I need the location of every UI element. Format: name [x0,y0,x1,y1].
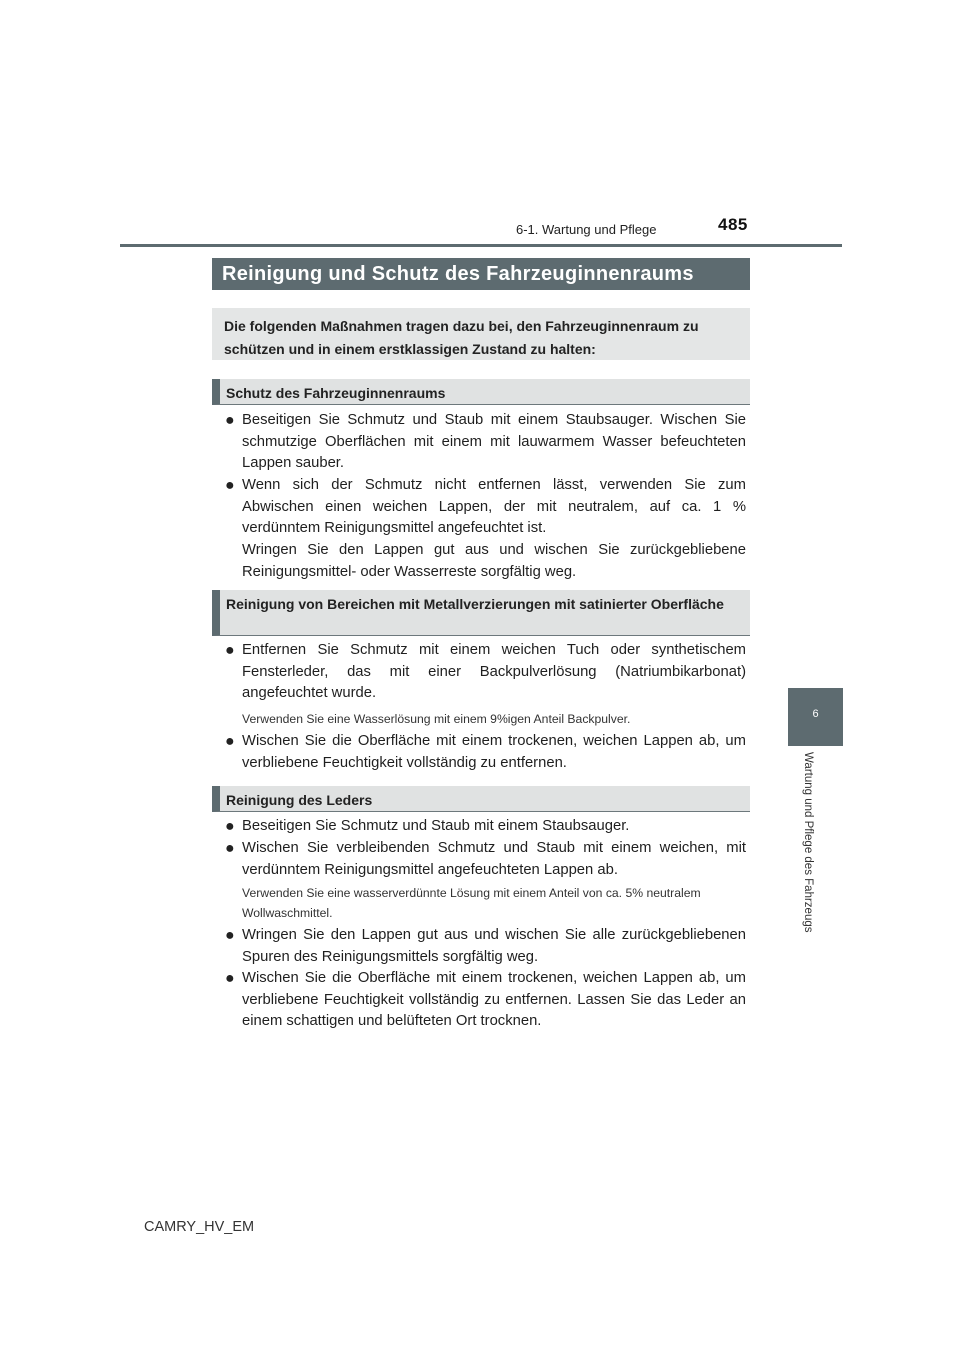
model-code: CAMRY_HV_EM [144,1219,255,1235]
bullet-text: Wenn sich der Schmutz nicht entfernen lässt, verwenden Sie zum Abwischen einen weichen Lappen, der mit neutralem, auf ca. 1 % verdünntem Reinigungsmittel angefeuchtet ist. [242,477,746,537]
list-item [225,968,746,1033]
section-heading-leder: Reinigung des Leders [212,786,750,812]
bullet-text: Wringen Sie den Lappen gut aus und wischen Sie alle zurückgebliebenen Spuren des Reinigungsmittels sorgfältig weg. [242,927,746,965]
list-item [225,925,746,968]
bullet-text: Beseitigen Sie Schmutz und Staub mit einem Staubsauger. [242,818,630,834]
note-text: Verwenden Sie eine wasserverdünnte Lösung mit einem Anteil von ca. 5% neutralem Wollwaschmittel. [242,886,701,920]
list-item [225,838,746,881]
bullet-icon: ● [225,818,235,835]
bullet-icon: ● [225,970,235,987]
header-divider [120,244,842,247]
section-heading-schutz: Schutz des Fahrzeuginnenraums [212,379,750,405]
bullet-icon: ● [225,642,235,659]
note-text: Verwenden Sie eine Wasserlösung mit einem 9%igen Anteil Backpulver. [242,712,631,726]
bullet-icon: ● [225,477,235,494]
chapter-tab [788,688,843,746]
bullet-icon: ● [225,927,235,944]
page-number: 485 [718,215,748,234]
chapter-label: Wartung und Pflege des Fahrzeugs [802,752,814,933]
bullet-icon: ● [225,733,235,750]
chapter-number: 6 [812,708,819,720]
list-item [225,640,746,705]
list-item [225,816,746,838]
bullet-text: Wischen Sie die Oberfläche mit einem trockenen, weichen Lappen ab, um verbliebene Feuchtigkeit vollständig zu entfernen. [242,733,746,771]
bullet-text: Beseitigen Sie Schmutz und Staub mit einem Staubsauger. Wischen Sie schmutzige Oberflächen mit einem mit lauwarmem Wasser befeuchteten Lappen sauber. [242,412,746,472]
bullet-text: Wischen Sie die Oberfläche mit einem trockenen, weichen Lappen ab, um verbliebene Feuchtigkeit vollständig zu entfernen. Lassen Sie das Leder an einem schattigen und belüfteten Ort trocknen. [242,970,746,1030]
page-title: Reinigung und Schutz des Fahrzeuginnenraums [212,258,750,290]
bullet-text: Wischen Sie verbleibenden Schmutz und Staub mit einem weichen, mit verdünntem Reinigungsmittel angefeuchteten Lappen ab. [242,840,746,878]
bullet-text: Entfernen Sie Schmutz mit einem weichen Tuch oder synthetischem Fensterleder, das mit einer Backpulverlösung (Natriumbikarbonat) angefeuchtet wurde. [242,642,746,702]
section-heading-metall: Reinigung von Bereichen mit Metallverzierungen mit satinierter Oberfläche [212,590,750,636]
list-item [225,731,746,774]
intro-box: Die folgenden Maßnahmen tragen dazu bei, den Fahrzeuginnenraum zu schützen und in einem erstklassigen Zustand zu halten: [212,308,750,360]
bullet-icon: ● [225,840,235,857]
list-item [225,475,746,584]
list-item [225,410,746,475]
bullet-text-continued: Wringen Sie den Lappen gut aus und wischen Sie zurückgebliebene Reinigungsmittel- oder Wasserreste sorgfältig weg. [242,542,746,580]
bullet-icon: ● [225,412,235,429]
header-section-title: 6-1. Wartung und Pflege [516,222,657,237]
